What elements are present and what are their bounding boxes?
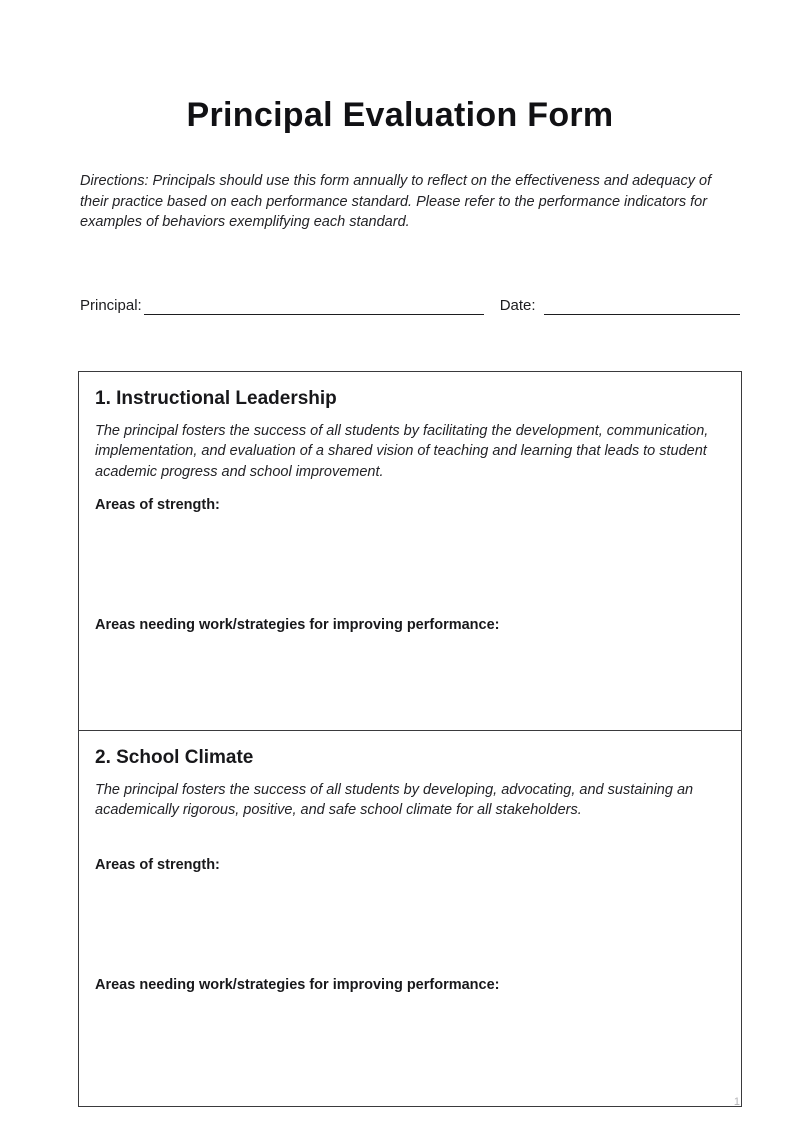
section-heading: 1. Instructional Leadership xyxy=(95,387,337,409)
areas-of-strength-input-area[interactable] xyxy=(95,873,723,977)
section-heading: 2. School Climate xyxy=(95,746,254,768)
evaluation-sections-box xyxy=(78,371,742,1107)
section-description: The principal fosters the success of all students by developing, advocating, and sustaining an academically rigorous, positive, and safe school climate for all stakeholders. xyxy=(95,781,694,819)
principal-input-line[interactable] xyxy=(144,295,484,315)
date-input-line[interactable] xyxy=(544,295,740,315)
section-instructional-leadership xyxy=(79,372,741,730)
principal-label: Principal: xyxy=(80,296,142,314)
form-title: Principal Evaluation Form xyxy=(186,96,614,134)
section-school-climate xyxy=(79,730,741,1106)
directions-text: Directions: Principals should use this form annually to reflect on the effectiveness and adequacy of their practice based on each performance standard. Please refer to the performance indicators for examples of behaviors exemplifying each standard. xyxy=(80,173,712,231)
page-number: 1 xyxy=(733,1096,740,1108)
areas-needing-work-label: Areas needing work/strategies for improving performance: xyxy=(95,617,500,634)
areas-of-strength-label: Areas of strength: xyxy=(95,856,220,873)
areas-of-strength-input-area[interactable] xyxy=(95,513,723,617)
areas-of-strength-label: Areas of strength: xyxy=(95,497,220,514)
section-description: The principal fosters the success of all students by facilitating the development, communication, implementation, and evaluation of a shared vision of teaching and learning that leads to student academic progress and school improvement. xyxy=(95,422,709,480)
principal-date-row xyxy=(80,295,742,315)
areas-needing-work-input-area[interactable] xyxy=(95,993,723,1111)
areas-needing-work-label: Areas needing work/strategies for improving performance: xyxy=(95,976,500,993)
date-label: Date: xyxy=(499,296,536,314)
